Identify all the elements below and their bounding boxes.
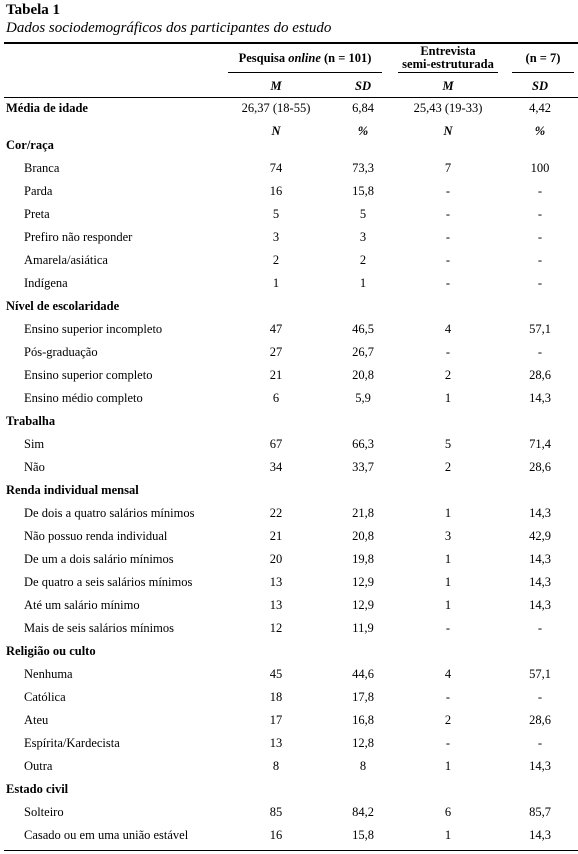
- cell: 6: [444, 805, 452, 819]
- header-underline-n: [512, 72, 574, 73]
- cell: 2: [444, 713, 452, 727]
- section-label: Renda individual mensal: [6, 483, 139, 497]
- cell: 25,43 (19-33): [413, 101, 483, 115]
- cell: 4,42: [529, 101, 551, 115]
- cell: 5: [272, 207, 280, 221]
- cell: 14,3: [529, 506, 551, 520]
- cell: -: [537, 207, 543, 221]
- cell: -: [445, 345, 451, 359]
- cell: 12,9: [352, 598, 374, 612]
- row-label: Ensino médio completo: [24, 391, 143, 405]
- cell: 14,3: [529, 391, 551, 405]
- cell: -: [537, 621, 543, 635]
- cell: 21: [269, 529, 283, 543]
- table-row: [0, 713, 578, 736]
- cell: 7: [444, 161, 452, 175]
- row-label: Preta: [24, 207, 50, 221]
- cell: 4: [444, 667, 452, 681]
- row-label: Católica: [24, 690, 66, 704]
- cell: 1: [444, 759, 452, 773]
- table-row: [0, 552, 578, 575]
- row-label: Amarela/asiática: [24, 253, 108, 267]
- table-row: [0, 368, 578, 391]
- row-label: Indígena: [24, 276, 68, 290]
- row-label: Mais de seis salários mínimos: [24, 621, 174, 635]
- cell: 8: [272, 759, 280, 773]
- subheader-pct-online: %: [357, 124, 369, 138]
- cell: -: [537, 736, 543, 750]
- header-bottom-rule: [4, 97, 578, 98]
- table-row: [0, 506, 578, 529]
- cell: 14,3: [529, 575, 551, 589]
- table-caption-title: Tabela 1: [6, 2, 61, 18]
- row-label: Solteiro: [24, 805, 64, 819]
- table-row: [0, 736, 578, 759]
- section-label: Nível de escolaridade: [6, 299, 120, 313]
- cell: 5: [444, 437, 452, 451]
- row-label: Até um salário mínimo: [24, 598, 140, 612]
- table-row: [0, 828, 578, 851]
- table-row: [0, 253, 578, 276]
- table-row: [0, 230, 578, 253]
- cell: 2: [359, 253, 367, 267]
- cell: -: [445, 690, 451, 704]
- cell: 12,8: [352, 736, 374, 750]
- table-row: [0, 598, 578, 621]
- cell: 12: [269, 621, 283, 635]
- section-label: Cor/raça: [6, 138, 54, 152]
- table-row: [0, 621, 578, 644]
- cell: 2: [444, 460, 452, 474]
- row-label: Pós-graduação: [24, 345, 98, 359]
- table-row: [0, 322, 578, 345]
- cell: 15,8: [352, 184, 374, 198]
- row-label: De dois a quatro salários mínimos: [24, 506, 195, 520]
- subheader-n-interview: N: [443, 124, 453, 138]
- cell: 71,4: [529, 437, 551, 451]
- cell: 13: [269, 598, 283, 612]
- cell: 21: [269, 368, 283, 382]
- cell: 1: [359, 276, 367, 290]
- cell: 44,6: [352, 667, 374, 681]
- table-row: [0, 575, 578, 598]
- col-header-sd-interview: SD: [532, 79, 548, 93]
- row-label: Parda: [24, 184, 53, 198]
- table-row: [0, 460, 578, 483]
- cell: 22: [269, 506, 283, 520]
- cell: 28,6: [529, 368, 551, 382]
- cell: 73,3: [352, 161, 374, 175]
- table-caption-subtitle: Dados sociodemográficos dos participantes do estudo: [6, 20, 332, 36]
- cell: 14,3: [529, 552, 551, 566]
- row-label: Nenhuma: [24, 667, 73, 681]
- row-label: Não possuo renda individual: [24, 529, 168, 543]
- table-row: [0, 759, 578, 782]
- cell: -: [537, 184, 543, 198]
- cell: 84,2: [352, 805, 374, 819]
- cell: 6,84: [352, 101, 374, 115]
- section-row: [0, 644, 578, 667]
- section-row: [0, 414, 578, 437]
- cell: 14,3: [529, 598, 551, 612]
- row-label: Não: [24, 460, 45, 474]
- table-row: [0, 184, 578, 207]
- cell: -: [445, 276, 451, 290]
- table-row: [0, 805, 578, 828]
- cell: 85,7: [529, 805, 551, 819]
- row-label: Ensino superior completo: [24, 368, 153, 382]
- cell: 33,7: [352, 460, 374, 474]
- cell: 20,8: [352, 529, 374, 543]
- bottom-rule: [4, 850, 578, 851]
- cell: 11,9: [352, 621, 374, 635]
- cell: 67: [269, 437, 283, 451]
- row-label: Outra: [24, 759, 53, 773]
- cell: 17: [269, 713, 283, 727]
- mean-age-row: [0, 101, 578, 124]
- cell: -: [537, 253, 543, 267]
- cell: 26,37 (18-55): [241, 101, 311, 115]
- cell: 66,3: [352, 437, 374, 451]
- cell: 17,8: [352, 690, 374, 704]
- table-row: [0, 690, 578, 713]
- cell: -: [445, 207, 451, 221]
- cell: 28,6: [529, 713, 551, 727]
- top-rule: [4, 42, 578, 44]
- section-row: [0, 138, 578, 161]
- cell: 5,9: [355, 391, 371, 405]
- cell: 4: [444, 322, 452, 336]
- cell: -: [445, 184, 451, 198]
- table-row: [0, 437, 578, 460]
- cell: 16,8: [352, 713, 374, 727]
- cell: 12,9: [352, 575, 374, 589]
- cell: 14,3: [529, 828, 551, 842]
- table-row: [0, 529, 578, 552]
- table-row: [0, 161, 578, 184]
- cell: 3: [359, 230, 367, 244]
- cell: 57,1: [529, 667, 551, 681]
- cell: -: [537, 345, 543, 359]
- cell: -: [537, 276, 543, 290]
- header-underline-online: [228, 72, 382, 73]
- col-header-m-online: M: [270, 79, 282, 93]
- cell: 1: [444, 506, 452, 520]
- row-label: Ensino superior incompleto: [24, 322, 163, 336]
- section-row: [0, 483, 578, 506]
- table-row: [0, 207, 578, 230]
- cell: 3: [444, 529, 452, 543]
- header-interview: Entrevista semi-estruturada: [402, 44, 494, 71]
- cell: 1: [444, 828, 452, 842]
- cell: 42,9: [529, 529, 551, 543]
- cell: 1: [444, 575, 452, 589]
- cell: 46,5: [352, 322, 374, 336]
- subheader-n-online: N: [271, 124, 281, 138]
- row-label: Média de idade: [6, 101, 88, 115]
- cell: 18: [269, 690, 283, 704]
- col-header-sd-online: SD: [355, 79, 371, 93]
- cell: 85: [269, 805, 283, 819]
- cell: -: [537, 690, 543, 704]
- row-label: Sim: [24, 437, 45, 451]
- cell: 26,7: [352, 345, 374, 359]
- header-underline-interview: [398, 72, 498, 73]
- cell: 16: [269, 184, 283, 198]
- cell: 2: [444, 368, 452, 382]
- section-label: Trabalha: [6, 414, 56, 428]
- cell: 100: [530, 161, 550, 175]
- row-label: De um a dois salário mínimos: [24, 552, 174, 566]
- cell: -: [537, 230, 543, 244]
- cell: 13: [269, 575, 283, 589]
- table-row: [0, 276, 578, 299]
- cell: -: [445, 621, 451, 635]
- cell: 5: [359, 207, 367, 221]
- cell: 20,8: [352, 368, 374, 382]
- cell: -: [445, 736, 451, 750]
- cell: 27: [269, 345, 283, 359]
- section-row: [0, 782, 578, 805]
- cell: 8: [359, 759, 367, 773]
- cell: 34: [269, 460, 283, 474]
- subheader-pct-interview: %: [534, 124, 546, 138]
- cell: 16: [269, 828, 283, 842]
- row-label: Prefiro não responder: [24, 230, 133, 244]
- section-label: Estado civil: [6, 782, 69, 796]
- cell: 45: [269, 667, 283, 681]
- row-label: Casado ou em uma união estável: [24, 828, 189, 842]
- row-label: Espírita/Kardecista: [24, 736, 120, 750]
- cell: 28,6: [529, 460, 551, 474]
- cell: 20: [269, 552, 283, 566]
- cell: 21,8: [352, 506, 374, 520]
- cell: -: [445, 253, 451, 267]
- table-row: [0, 391, 578, 414]
- table-row: [0, 345, 578, 368]
- cell: 19,8: [352, 552, 374, 566]
- cell: -: [445, 230, 451, 244]
- table-row: [0, 667, 578, 690]
- section-row: [0, 299, 578, 322]
- col-header-m-interview: M: [442, 79, 454, 93]
- section-label: Religião ou culto: [6, 644, 96, 658]
- cell: 13: [269, 736, 283, 750]
- header-online-survey: Pesquisa online (n = 101): [238, 51, 372, 65]
- cell: 3: [272, 230, 280, 244]
- cell: 74: [269, 161, 283, 175]
- cell: 1: [444, 598, 452, 612]
- cell: 14,3: [529, 759, 551, 773]
- cell: 1: [272, 276, 280, 290]
- cell: 47: [269, 322, 283, 336]
- cell: 57,1: [529, 322, 551, 336]
- cell: 1: [444, 552, 452, 566]
- cell: 2: [272, 253, 280, 267]
- cell: 1: [444, 391, 452, 405]
- row-label: De quatro a seis salários mínimos: [24, 575, 193, 589]
- cell: 6: [272, 391, 280, 405]
- row-label: Branca: [24, 161, 60, 175]
- row-label: Ateu: [24, 713, 49, 727]
- cell: 15,8: [352, 828, 374, 842]
- header-interview-n: (n = 7): [525, 51, 561, 65]
